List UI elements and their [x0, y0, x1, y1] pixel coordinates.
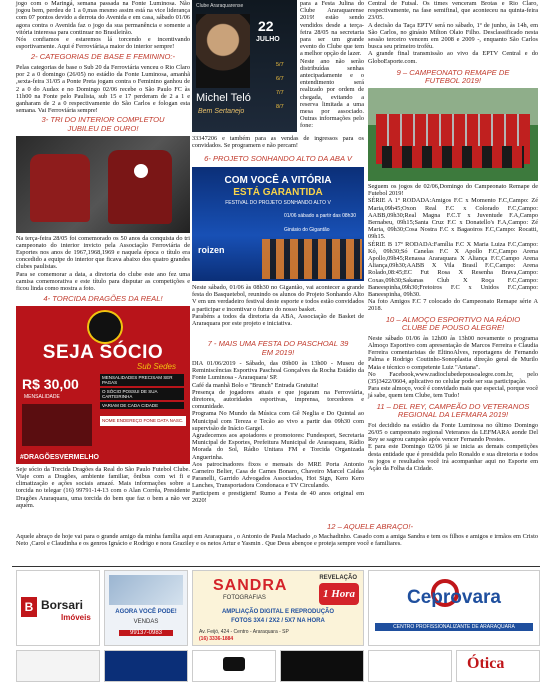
ad-photo-badge1: REVELAÇÃO [319, 575, 357, 581]
poster-header: Clube Araraquarense [196, 3, 244, 9]
column-right [368, 0, 538, 472]
section-title: 10 – ALMOÇO ESPORTIVO NA RÁDIO CLUBE DE POUSO ALEGRE! [385, 314, 521, 333]
ad-photo-badge2: 1 Hora [322, 588, 356, 600]
article-text: para a Festa Julina do Clube Araraquarense 2019! estão sendo vendidos desde a terça-feira 28/05 na secretaria para ser um grande evento do Clube que tem a melhor opção de lazer. Neste ano não serão distribuídas senhas antecipadamente e o entendimento será realizado por ordem de chegada, evitando a reserva limitada a uma mesa por associado. Outras informações pelo fone: [300, 0, 364, 130]
ad-bottom-3-logo [223, 657, 245, 671]
promo-brand: #DRAGÕESVERMELHO [20, 453, 99, 461]
poster-date: 6/7 [276, 76, 284, 82]
jersey-shirt-right [108, 150, 172, 224]
section-title: 12 – AQUELE ABRAÇO!- [327, 522, 413, 531]
ad-photo-line1: AMPLIAÇÃO DIGITAL E REPRODUÇÃO [221, 609, 335, 615]
section-title: 11 – DEL REY, CAMPEÃO DO VETERANOS REGIONAL DA LEFMARA 2019! [376, 401, 530, 420]
poster-date: 7/7 [276, 90, 284, 96]
banner-venue: Ginásio do Gigantão [284, 227, 330, 233]
banner-line1: COM VOCÊ A VITÓRIA [224, 175, 332, 186]
ad-bottom-2[interactable] [104, 650, 188, 682]
poster-day: 22 [258, 18, 274, 34]
banner-sponsor: roizen [198, 245, 225, 255]
ad-realty-phone: 99137-0983 [119, 630, 173, 636]
concert-poster [192, 0, 297, 132]
ad-photo-line2: FOTOS 3X4 / 2X2 / 5X7 NA HORA [231, 618, 325, 624]
ad-photo-sub: FOTOGRAFIAS [223, 595, 266, 601]
realty-house-photo [109, 575, 183, 605]
promo-bus-photo [22, 404, 92, 446]
ad-otica-label: Ótica [467, 655, 505, 672]
basketball-banner [192, 167, 364, 281]
article-text: Seje sócio da Torcida Dragões da Real do São Paulo Futebol Clube. Viaje com a Dragões, ambiente familiar, ônibus com wi fi e climatização e ações sociais amazé. Mais informações sobre a torcida no telegar (16) 99791-14-13 com o Alan Corrêa, Presidente Dragões Araraquara, uma torcida do bem que faz o bem a não ver aquém. [16, 465, 190, 509]
poster-artist-photo [196, 14, 250, 88]
promo-benefit: MENSALIDADES PRECISAM SER PAGAS [100, 374, 184, 386]
promo-benefits [100, 374, 184, 409]
ad-realty-line2: VENDAS [133, 619, 159, 625]
article-text: jogo com o Maringá, semana passada na Fonte Luminosa. Não jogou bem, perdeu de 1 a 0,mas mesmo assim está na vice liderança com 07 pontos devido a derrota do Avenida e em casa, sábado 01/06 agora contra o Avenida faz o jogo da sua permanência e somente a vitória interessa para continuar no Brasileirão. Nós confiamos e estaremos lá torcendo e incentivando esportivamente. Aqui é Ferroviária,a maior do interior sempre! [16, 0, 190, 51]
column-left [16, 0, 190, 509]
ad-photo-badge [319, 583, 359, 605]
ads-divider [12, 566, 540, 567]
banner-line2: ESTÁ GARANTIDA [233, 187, 323, 198]
ad-borsari-name: Borsari [41, 598, 84, 612]
ad-bottom-1[interactable] [16, 650, 100, 682]
promo-crest-icon [87, 310, 123, 344]
promo-price: R$ 30,00 [22, 375, 79, 392]
article-text: DIA 01/06/2019 - Sábado, das 09h00 às 13h00 - Museu de Reminiscências Esportiva Paschoal Gonçalves da Rocha Estádio da Fonte Luminosa - Araraquara/ SP. Café da manhã Bolo e "Brunch" Entrada Gratuita! Presença de jogadores atuais e que jogaram na Ferroviária, diretores, autoridades esportivas, imprensa, torcedores e comunidade. Programa No Mundo da Música com Gê Neglia e Do Quintal ao Municipal com Tereza e Tecão ao vivo a partir das 09h30 com supervisão de Inácio Gargel. Agradecemos aos apoiadores e promotores: Fundesport, Secretaria Municipal de Esportes, Prefeitura Municipal de Araraquara, Rádio Morada do Sol, Rádio Unitara FM e Torcida Organizada Anguerinha. Aos patrocinadores fixos e mensais do MRE Porta Antonio Carneiro Belier, Casa de Carnes Bonaro, Chaveiro Marcel Caldas Paranelli, Garrido Advogados Associados, Hot Sign, Kero Kero Lanches, Transportadora Condonaca e TV Circulando. Participem e prestigiem! Rumo a Festa de 40 anos original em 2020! [192, 360, 364, 504]
jersey-shirt-left [30, 154, 90, 222]
promo-poster [16, 306, 190, 464]
article-text: 33347206 e também para as vendas de ingressos para os convidados. Se programem e não percam! [192, 135, 364, 150]
borsari-logo-icon: B [21, 597, 37, 617]
ad-bottom-4[interactable] [280, 650, 364, 682]
poster-tour: Bem Sertanejo [198, 108, 245, 115]
poster-dates [276, 62, 294, 110]
jersey-photo [16, 136, 190, 233]
ad-otica[interactable] [456, 650, 540, 682]
poster-date: 5/7 [276, 62, 284, 68]
ad-bottom-5[interactable] [368, 650, 452, 682]
poster-artist-name: Michel Teló [196, 92, 251, 104]
ad-realty[interactable] [104, 570, 188, 646]
poster-date: 8/7 [276, 104, 284, 110]
article-text: Seguem os jogos de 02/06,Domingo do Campeonato Remape de Futebol 2019! SÉRIE A 1º RODADA:Amigos F.C x Momento F.C,Campo: Zé Maria,09h45;Oxon Real F.C x Colorado F.C,Campo: AABB,09h30;Real Magna F.C.T x Juventude F.A,Campo Bernabeu, 09h15;Santa Cruz F.C x Donatello's F.A,Campo: Zé Maria, 09h30;Cosa Nostra F.C x Bagaoiros F.C,Campo: Rocatti, 09h15. SÉRIE B 17º RODADA:Família F.C X Maria Luiza F.C,Campo: Kó, 09h30;Só Canelas F.C X Apollo F.C,Campo Arena Apollo,09h45;Renassa Araraquara X Aliança F.C,Campo Arena Aliança,09h30;AABB X Vila Brasil F.C,Campo: Arena Rolado,08:45;EC Fut Rosa X Resenha Brava,Campo: Coxas,09h30;Sakanas Club X Roça F.C,Campo: Baneespinha,09h30;Fretoiros F.C x Unidos F.C,Campo: Baneespinha, 09h30. Na foto Amigos F.C 7 colocado do Campeonato Remape série A 2018. [368, 183, 538, 313]
banner-date: 01/06 sábado a partir das 08h30 [284, 213, 356, 219]
article-text: Neste sábado 01/06 às 12h00 às 13h00 novamente o programa Almoço Esportivo com apresentação de Marcos Ferreira e Claudia Ferreira comentaristas de EltinoAlves, reportagens de Fernando Palma e Rodrigo Coutinho-Sonoplastia direção geral de Murilo Maia e técnico o competente Luiz "Antana". No Facebook,www.radioclubedepousoalegre.com.br, pelo (35)3422/0604, aplicativo no celular pode ser sua participação. Para este almoço, você é convidado mais que especial, porque você já sabe, quem tem Clube, tem Tudo! [368, 334, 538, 400]
ad-photo-studio[interactable] [192, 570, 364, 646]
section-title: 7 - MAIS UMA FESTA DO PASCHOAL 39 EM 2019! [207, 339, 349, 357]
article-text: Foi decidido na estádio da Fonte Luminosa no último Domingo 26/05 o campeonato regional Veteranos da LEFMARA aonde Del Rey se sagrou campeão após vencer Fernando Prestes. E para este Domingo 02/06 já se inicia as demais competições desta entidade que é presidida pelo Ronaldo e sua diretoria e todos os jogos e resultados você irá acompanhar aqui no Esporte em Ação da Folha da Cidade. [368, 421, 538, 473]
section-title: 4- TORCIDA DRAGÕES DA REAL! [43, 294, 163, 304]
banner-players-photo [262, 239, 362, 279]
article-text: Central de Futsal. Os times venceram Brotas e Rio Claro, respectivamente, na fase semifinal, que aconteceu na quinta-feira 23/05. A decisão da Taça EPTV será no sábado, 1º de junho, às 14h, em São Carlos, no ginásio Milton Olaio Filho. Desclassificado nesta sessão terceiro vencem em 2008 e 2009 -, enquanto São Carlos busca seu primeiro troféu. A grande final transmissão ao vivo da EPTV Central e do GloboEsporte.com. [368, 0, 538, 65]
promo-benefit: O SÓCIO POSSUI DE SUA CARTEIRINHA [100, 388, 184, 400]
promo-headline: SEJA SÓCIO [42, 341, 164, 363]
ad-ceprovara-sub: CENTRO PROFISSIONALIZANTE DE ARARAQUARA [375, 623, 533, 631]
article-text: Neste sábado, 01/06 às 08h30 no Gigantão, vai acontecer a grande festa do Basquetebol, reunindo os alunos do Projeto Sonhando Alto V em um verdadeiro festival deste esporte e todos estão convidados a participar e incentivar o futuro do nosso basket. Parabéns a todos da diretoria da ABA, Associação de Basket de Araraquara por este projeto e iniciativa. [192, 284, 364, 328]
jersey-badge [134, 164, 148, 178]
article-text: Na terça-feira 28/05 foi comemorado os 50 anos da conquista do tri campeonato do interior invicto pela Associação Ferroviária de Esportes nos anos de 1967,1968,1969 e naquela época o título era concedido a equipe do interior que ficava abaixo dos quatro grandes clubes paulistas. Para se comemorar a data, a diretoria do clube este ano fez uma camisa comemorativa e este título para disputar as competições e ficou linda como mostra a foto. [16, 234, 190, 293]
section-title: 3- TRI DO INTERIOR COMPLETOU JUBILEU DE OURO! [41, 115, 165, 134]
ad-borsari-sub: Imóveis [61, 613, 91, 622]
poster-month: JULHO [256, 36, 280, 43]
ad-realty-line1: AGORA VOCÊ PODE! [115, 609, 177, 615]
article-text: Aquele abraço de hoje vai para o grande amigo da minha família aqui em Araraquara , o Antonio de Paula Machado ,o Machadinho. Casado com a amiga Sandra e tem os filhos e amigos e irmãos em Cristo Neto ,Carol e Claudinha e os genros Ignácio e Rodrigo e nora Graziley e os netos Artur e Yasmin . Que Deus abençoe e proteja sempre você e familiares. [16, 533, 538, 548]
ad-photo-phone: (16) 3336-1884 [199, 636, 234, 642]
banner-sub: FESTIVAL DO PROJETO SONHANDO ALTO V [225, 200, 331, 206]
section-title: 6- PROJETO SONHANDO ALTO DA ABA V [204, 154, 352, 163]
promo-form: NOME ENDEREÇO FONE DATA NASC. [100, 416, 186, 426]
ad-bottom-3[interactable] [192, 650, 276, 682]
promo-price-per: MENSALIDADE [24, 393, 60, 400]
ad-photo-addr: Av. Feijó, 424 - Centro - Araraquara - SP [199, 629, 289, 635]
ad-ceprovara-name: Ceprovara [407, 587, 501, 608]
ad-photo-name: SANDRA [213, 577, 288, 594]
ad-borsari[interactable] [16, 570, 100, 646]
ad-ceprovara[interactable] [368, 570, 540, 646]
team-photo [368, 88, 538, 181]
promo-benefit: VARIAM DE CADA CIDADE [100, 402, 184, 409]
team-players-front [382, 146, 524, 168]
article-text: Pelas categorias de base o Sub 20 da Ferroviária venceu o Rio Claro por 2 a 0 domingo (26/05) no estádio da Fonte Luminosa, amanhã ,sexta-feira 31/05 a Ponte Preta jogam contra o Feminino ganhou de 2 a 0 do Audax e no Domingo 02/06 recebe o São Paulo FC às 11h00 na Fonte pelo Paulista, sub 15 e 17 perderam de 2 a 1 e ganharam de 2 a 0 respectivamente do São Carlos e fologan esta semana. Vai Ferroviária sempre! [16, 64, 190, 115]
section-title: 9 – CAMPEONATO REMAPE DE FUTEBOL 2019! [396, 67, 510, 86]
promo-sub: Sub Sedes [136, 361, 176, 371]
section-title: 2- CATEGORIAS DE BASE E FEMININO:- [30, 52, 176, 62]
